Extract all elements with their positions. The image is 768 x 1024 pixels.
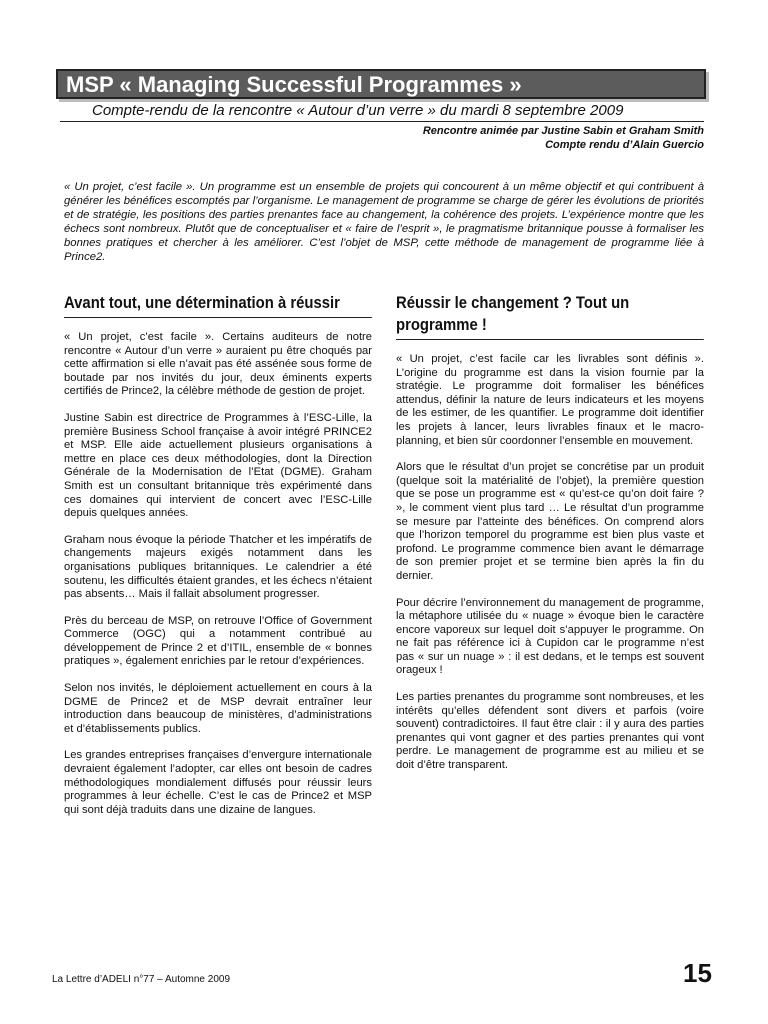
paragraph: Alors que le résultat d’un projet se concrétise par un produit (quelque soit la matérialité de l’objet), la première question que se pose un programme est « qu’est-ce qu’on doit faire ? », le comment vient plus tard … Le résultat d’un programme se mesure par l’atteinte des bénéfices. On comprend alors que l’horizon temporel du programme est bien plus vaste et profond. Le programme commence bien avant le démarrage de son premier projet et se termine bien après la fin du dernier. [396,461,704,582]
page-title: MSP « Managing Successful Programmes » [66,72,522,97]
intro-section [64,180,704,264]
paragraph: Près du berceau de MSP, on retrouve l’Office of Government Commerce (OGC) qui a notamment contribué au développement de Prince 2 et d’ITIL, ensemble de « bonnes pratiques », également enrichies par le retour d’expériences. [64,614,372,668]
paragraph: Les grandes entreprises françaises d’envergure internationale devraient également l’adopter, car elles ont besoin de cadres méthodologiques mondialement diffusés pour réussir leurs programmes à leur échelle. C’est le cas de Prince2 et MSP qui sont déjà traduits dans une dizaine de langues. [64,749,372,816]
left-column-heading: Avant tout, une détermination à réussir [64,292,372,318]
paragraph: Graham nous évoque la période Thatcher et les impératifs de changements majeurs exigés notamment dans les organisations publiques britanniques. Le calendrier a été soutenu, les difficultés étaient grandes, et les échecs n’étaient pas absents… Mais il fallait absolument progresser. [64,533,372,601]
paragraph: Selon nos invités, le déploiement actuellement en cours à la DGME de Prince2 et de MSP devrait entraîner leur introduction dans beaucoup de ministères, d’administrations et d’établissements publics. [64,682,372,735]
subtitle: Compte-rendu de la rencontre « Autour d’un verre » du mardi 8 septembre 2009 [92,102,624,119]
right-column-body [396,353,704,773]
credit-line-author: Compte rendu d’Alain Guercio [545,139,704,151]
paragraph: Les parties prenantes du programme sont nombreuses, et les intérêts qu’elles défendent sont divers et parfois (voire souvent) contradictoires. Il faut être clair : il y aura des parties prenantes qui vont gagner et des parties prenantes qui vont perdre. Le management de programme est au milieu et se doit d’être transparent. [396,691,704,772]
intro-paragraph: « Un projet, c’est facile ». Un programme est un ensemble de projets qui concourent à un même objectif et qui contribuent à générer les bénéfices escomptés par l’organisme. Le management de programme se charge de gérer les évolutions de priorités et de stratégie, les positions des parties prenantes face au changement, la cohérence des projets. L’expérience montre que les échecs sont nombreux. Plutôt que de conceptualiser et « faire de l’esprit », le pragmatisme britannique pousse à formaliser les bonnes pratiques et chercher à les améliorer. C’est l’objet de MSP, cette méthode de management de programme liée à Prince2. [64,181,704,263]
paragraph: Justine Sabin est directrice de Programmes à l’ESC-Lille, la première Business School française à avoir intégré PRINCE2 et MSP. Elle aide actuellement plusieurs organisations à mettre en place ces deux méthodologies, dont la Direction Générale de la Modernisation de l’Etat (DGME). Graham Smith est un consultant britannique très expérimenté dans ces domaines qui intervient de concert avec l’ESC-Lille depuis quelques années. [64,411,372,520]
credit-line-hosts: Rencontre animée par Justine Sabin et Graham Smith [422,125,704,137]
paragraph: « Un projet, c’est facile car les livrables sont définis ». L’origine du programme est dans la vision fournie par la stratégie. Le programme doit formaliser les bénéfices attendus, définir la nature de leurs indicateurs et les moyens de les estimer, de les quantifier. Le programme doit identifier les projets à lancer, leurs livrables finaux et le macro-planning, et bien sûr coordonner l’ensemble en mouvement. [396,353,704,447]
credits [60,121,704,152]
paragraph: Pour décrire l’environnement du management de programme, la métaphore utilisée du « nuage » évoque bien le caractère encore vaporeux sur lequel doit s’appuyer le programme. On ne fait pas référence ici à Cupidon car le programme n’est pas « sur un nuage » : il est dedans, et le temps est souvent orageux ! [396,596,704,677]
title-banner [56,69,706,99]
page-number: 15 [683,958,712,988]
footer-publication: La Lettre d’ADELI n°77 – Automne 2009 [52,974,231,985]
left-column-body [64,331,372,817]
right-column-heading: Réussir le changement ? Tout un programme ! [396,292,704,340]
paragraph: « Un projet, c’est facile ». Certains auditeurs de notre rencontre « Autour d’un verre » auraient pu être choqués par cette affirmation si elle n’avait pas été assénée sous forme de boutade par nos invités du jour, deux éminents experts certifiés de Prince2, la célèbre méthode de gestion de projet. [64,331,372,398]
left-column [64,292,372,830]
right-column [396,292,704,786]
